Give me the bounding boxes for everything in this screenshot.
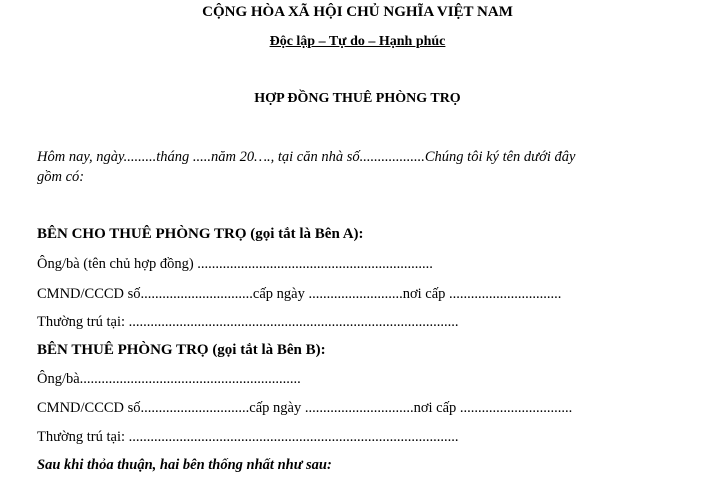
party-b-name-line: Ông/bà.............................................................: [37, 371, 301, 387]
contract-title: HỢP ĐỒNG THUÊ PHÒNG TRỌ: [254, 91, 461, 106]
agreement-lead-in: Sau khi thỏa thuận, hai bên thống nhất như sau:: [37, 457, 332, 473]
party-b-heading: BÊN THUÊ PHÒNG TRỌ (gọi tắt là Bên B):: [37, 342, 326, 358]
party-b-residence-line: Thường trú tại: ...........................................................................................: [37, 429, 459, 445]
national-title: CỘNG HÒA XÃ HỘI CHỦ NGHĨA VIỆT NAM: [202, 4, 513, 20]
intro-line-1: Hôm nay, ngày.........tháng .....năm 20…., tại căn nhà số..................Chúng tôi ký tên dưới đây: [37, 149, 576, 165]
party-a-residence-line: Thường trú tại: ...........................................................................................: [37, 314, 459, 330]
party-a-heading: BÊN CHO THUÊ PHÒNG TRỌ (gọi tắt là Bên A):: [37, 226, 364, 242]
party-a-name-line: Ông/bà (tên chủ hợp đồng) .................................................................: [37, 256, 433, 272]
party-b-id-line: CMND/CCCD số..............................cấp ngày ..............................nơi cấp ...............................: [37, 400, 573, 416]
intro-line-2: gồm có:: [37, 169, 85, 185]
national-motto: Độc lập – Tự do – Hạnh phúc: [269, 34, 446, 49]
party-a-id-line: CMND/CCCD số...............................cấp ngày ..........................nơi cấp ...............................: [37, 286, 562, 302]
